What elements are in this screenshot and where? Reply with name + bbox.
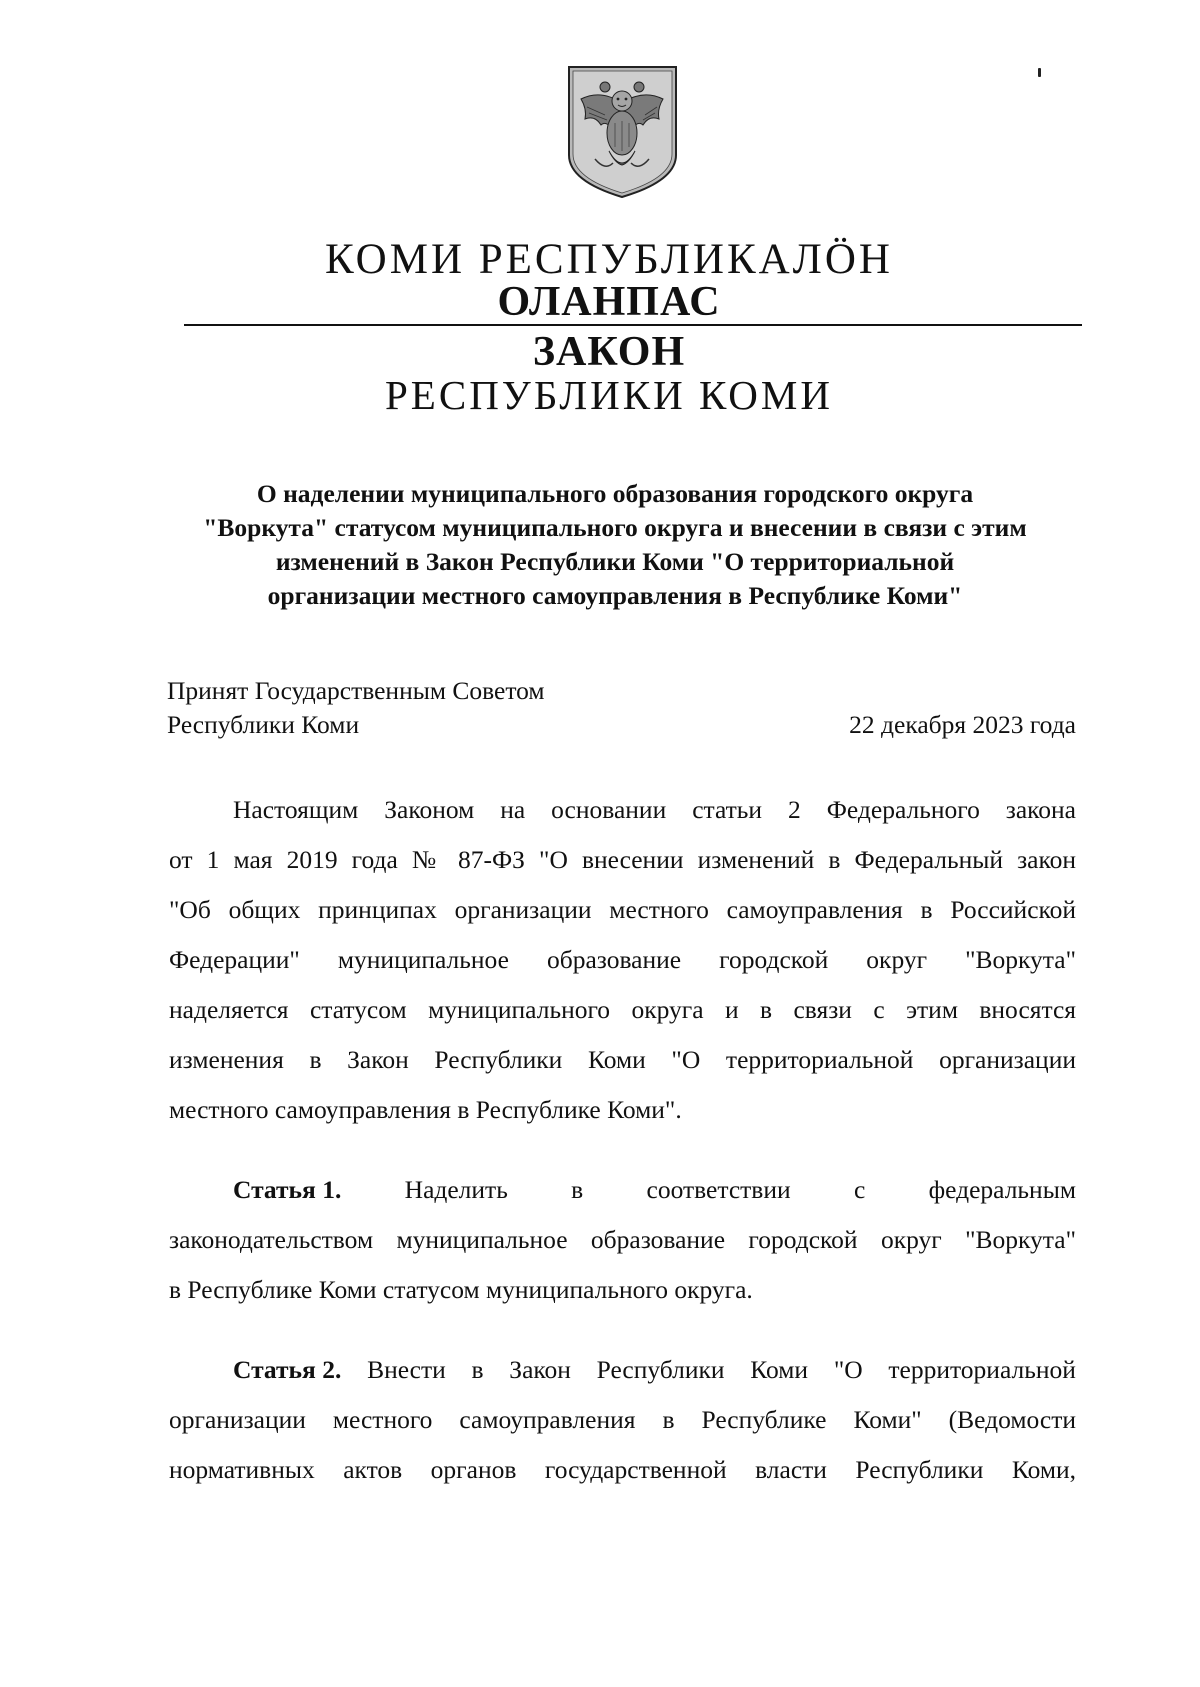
preamble-line: наделяется статусом муниципального округа и в связи с этим вносятся	[169, 995, 1076, 1024]
word: Наделить	[404, 1175, 508, 1204]
article-2-line: организации местного самоуправления в Республике Коми" (Ведомости	[169, 1405, 1076, 1434]
komi-coat-of-arms-icon	[565, 63, 680, 201]
article-2-line: нормативных актов органов государственной власти Республики Коми,	[169, 1455, 1076, 1484]
adoption-line: Республики Коми	[167, 710, 360, 739]
preamble-line: Федерации" муниципальное образование городской округ "Воркута"	[169, 945, 1076, 974]
header-divider	[184, 324, 1082, 326]
word: в	[471, 1355, 484, 1384]
word: Внести	[367, 1355, 446, 1384]
article-2	[169, 1345, 1076, 1495]
word: Республики	[596, 1355, 725, 1384]
preamble-line: Настоящим Законом на основании статьи 2 Федерального закона	[233, 795, 1076, 824]
word: федеральным	[928, 1175, 1076, 1204]
header-olanpas: ОЛАНПАС	[497, 279, 721, 325]
preamble-paragraph	[169, 785, 1076, 1135]
article-1-line: законодательством муниципальное образование городской округ "Воркута"	[169, 1225, 1076, 1254]
article-1	[169, 1165, 1076, 1315]
preamble-line: от 1 мая 2019 года № 87-ФЗ "О внесении изменений в Федеральный закон	[169, 845, 1076, 874]
word: Коми	[750, 1355, 809, 1384]
title-line: изменений в Закон Республики Коми "О территориальной	[275, 547, 955, 576]
law-title	[150, 477, 1080, 613]
preamble-line: изменения в Закон Республики Коми "О территориальной организации	[169, 1045, 1076, 1074]
preamble-line: местного самоуправления в Республике Коми".	[169, 1095, 682, 1124]
word: с	[853, 1175, 866, 1204]
article-2-label: Статья 2.	[233, 1355, 342, 1384]
article-1-line: в Республике Коми статусом муниципального округа.	[169, 1275, 753, 1304]
word: в	[571, 1175, 584, 1204]
word: Закон	[509, 1355, 571, 1384]
article-1-first-line	[169, 1165, 1076, 1215]
word: "О	[833, 1355, 863, 1384]
preamble-line: "Об общих принципах организации местного самоуправления в Российской	[169, 895, 1076, 924]
word: территориальной	[888, 1355, 1076, 1384]
header-republic-komi: РЕСПУБЛИКИ КОМИ	[385, 372, 833, 418]
article-1-label: Статья 1.	[233, 1175, 342, 1204]
title-line: организации местного самоуправления в Республике Коми"	[267, 581, 963, 610]
title-line: О наделении муниципального образования городского округа	[256, 479, 974, 508]
adoption-date: 22 декабря 2023 года	[849, 710, 1076, 739]
title-line: "Воркута" статусом муниципального округа и внесении в связи с этим	[203, 513, 1027, 542]
header-komi-republic: КОМИ РЕСПУБЛИКАЛӦН	[325, 236, 893, 283]
scan-speck	[1038, 68, 1041, 77]
word: соответствии	[646, 1175, 791, 1204]
adoption-body	[167, 674, 545, 742]
header-zakon: ЗАКОН	[532, 329, 686, 375]
adoption-line: Принят Государственным Советом	[167, 676, 545, 705]
article-2-first-line	[169, 1345, 1076, 1395]
